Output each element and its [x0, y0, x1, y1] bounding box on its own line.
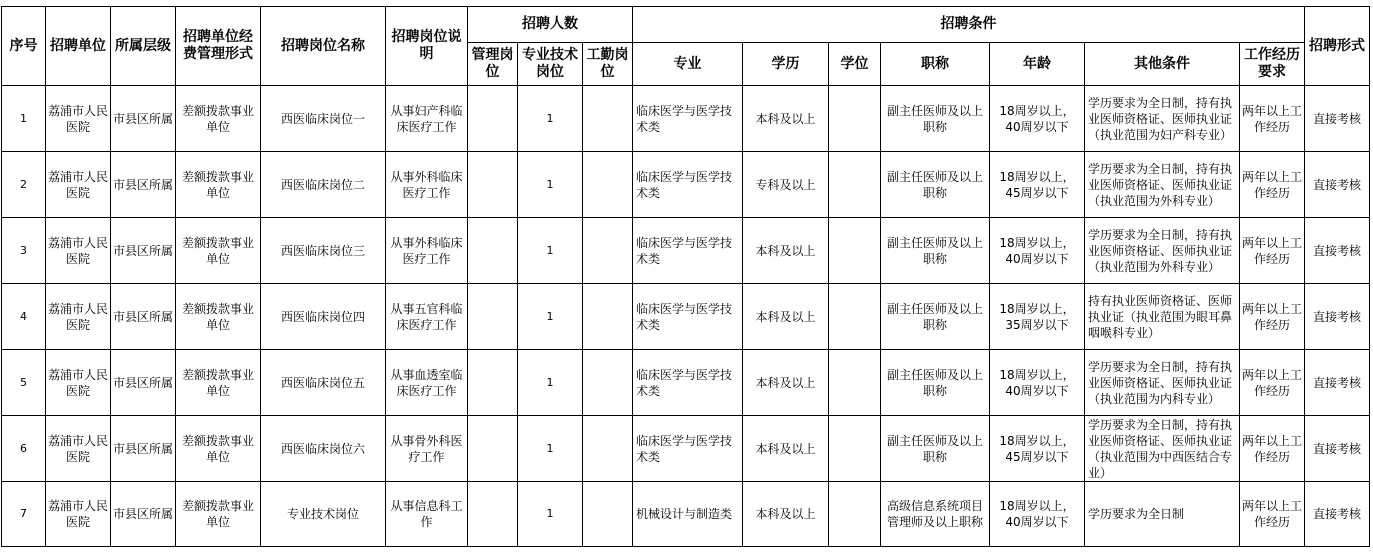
cell-age: 18周岁以上，40周岁以下 [990, 482, 1085, 547]
cell-form: 直接考核 [1305, 218, 1370, 284]
cell-other: 学历要求为全日制，持有执业医师资格证、医师执业证（执业范围为中西医结合专业） [1085, 416, 1240, 482]
cell-count-labor [583, 152, 633, 218]
cell-count-tech: 1 [518, 218, 583, 284]
cell-funding: 差额拨款事业单位 [176, 284, 261, 350]
cell-count-labor [583, 86, 633, 152]
cell-post-desc: 从事五官科临床医疗工作 [386, 284, 468, 350]
cell-funding: 差额拨款事业单位 [176, 86, 261, 152]
cell-seq: 2 [2, 152, 46, 218]
cell-post-name: 专业技术岗位 [261, 482, 386, 547]
cell-experience: 两年以上工作经历 [1240, 482, 1305, 547]
cell-title: 副主任医师及以上职称 [881, 86, 990, 152]
header-experience: 工作经历要求 [1240, 43, 1305, 86]
cell-degree [829, 350, 881, 416]
cell-degree [829, 482, 881, 547]
header-title: 职称 [881, 43, 990, 86]
cell-unit: 荔浦市人民医院 [46, 86, 111, 152]
cell-age: 18周岁以上，35周岁以下 [990, 284, 1085, 350]
cell-level: 市县区所属 [111, 152, 176, 218]
cell-seq: 5 [2, 350, 46, 416]
cell-age: 18周岁以上，40周岁以下 [990, 218, 1085, 284]
table-row [2, 152, 1370, 218]
cell-age: 18周岁以上，45周岁以下 [990, 416, 1085, 482]
cell-level: 市县区所属 [111, 482, 176, 547]
cell-count-labor [583, 218, 633, 284]
cell-other: 学历要求为全日制，持有执业医师资格证、医师执业证（执业范围为外科专业） [1085, 152, 1240, 218]
cell-count-mgmt [468, 350, 518, 416]
cell-count-tech: 1 [518, 86, 583, 152]
cell-funding: 差额拨款事业单位 [176, 218, 261, 284]
cell-degree [829, 152, 881, 218]
cell-count-tech: 1 [518, 482, 583, 547]
table-row [2, 284, 1370, 350]
header-form: 招聘形式 [1305, 7, 1370, 86]
cell-form: 直接考核 [1305, 152, 1370, 218]
cell-post-name: 西医临床岗位二 [261, 152, 386, 218]
cell-unit: 荔浦市人民医院 [46, 482, 111, 547]
cell-age: 18周岁以上，40周岁以下 [990, 350, 1085, 416]
header-other: 其他条件 [1085, 43, 1240, 86]
cell-unit: 荔浦市人民医院 [46, 350, 111, 416]
header-level: 所属层级 [111, 7, 176, 86]
header-seq: 序号 [2, 7, 46, 86]
cell-post-desc: 从事外科临床医疗工作 [386, 218, 468, 284]
cell-seq: 1 [2, 86, 46, 152]
cell-experience: 两年以上工作经历 [1240, 416, 1305, 482]
cell-unit: 荔浦市人民医院 [46, 284, 111, 350]
header-post-name: 招聘岗位名称 [261, 7, 386, 86]
cell-form: 直接考核 [1305, 350, 1370, 416]
cell-degree [829, 416, 881, 482]
cell-education: 本科及以上 [743, 416, 829, 482]
cell-major: 临床医学与医学技术类 [633, 152, 743, 218]
table-row [2, 416, 1370, 482]
cell-education: 专科及以上 [743, 152, 829, 218]
header-counts-group: 招聘人数 [468, 7, 633, 43]
cell-major: 临床医学与医学技术类 [633, 416, 743, 482]
cell-education: 本科及以上 [743, 284, 829, 350]
cell-experience: 两年以上工作经历 [1240, 152, 1305, 218]
cell-count-mgmt [468, 416, 518, 482]
cell-experience: 两年以上工作经历 [1240, 284, 1305, 350]
cell-count-labor [583, 284, 633, 350]
cell-experience: 两年以上工作经历 [1240, 218, 1305, 284]
cell-education: 本科及以上 [743, 350, 829, 416]
cell-seq: 4 [2, 284, 46, 350]
cell-post-name: 西医临床岗位六 [261, 416, 386, 482]
cell-experience: 两年以上工作经历 [1240, 86, 1305, 152]
sheet-bottom-edge [0, 548, 1373, 552]
cell-other: 学历要求为全日制，持有执业医师资格证、医师执业证（执业范围为外科专业） [1085, 218, 1240, 284]
cell-funding: 差额拨款事业单位 [176, 482, 261, 547]
cell-count-mgmt [468, 86, 518, 152]
cell-title: 副主任医师及以上职称 [881, 218, 990, 284]
header-conditions-group: 招聘条件 [633, 7, 1305, 43]
header-count-mgmt: 管理岗位 [468, 43, 518, 86]
cell-major: 临床医学与医学技术类 [633, 218, 743, 284]
header-education: 学历 [743, 43, 829, 86]
cell-level: 市县区所属 [111, 350, 176, 416]
cell-age: 18周岁以上，40周岁以下 [990, 86, 1085, 152]
cell-count-mgmt [468, 482, 518, 547]
cell-count-tech: 1 [518, 284, 583, 350]
cell-form: 直接考核 [1305, 86, 1370, 152]
header-major: 专业 [633, 43, 743, 86]
cell-count-labor [583, 350, 633, 416]
cell-funding: 差额拨款事业单位 [176, 152, 261, 218]
cell-level: 市县区所属 [111, 86, 176, 152]
cell-title: 副主任医师及以上职称 [881, 350, 990, 416]
cell-education: 本科及以上 [743, 218, 829, 284]
cell-post-name: 西医临床岗位一 [261, 86, 386, 152]
header-post-desc: 招聘岗位说明 [386, 7, 468, 86]
cell-education: 本科及以上 [743, 86, 829, 152]
cell-age: 18周岁以上，45周岁以下 [990, 152, 1085, 218]
cell-level: 市县区所属 [111, 284, 176, 350]
cell-unit: 荔浦市人民医院 [46, 218, 111, 284]
cell-other: 学历要求为全日制，持有执业医师资格证、医师执业证（执业范围为妇产科专业） [1085, 86, 1240, 152]
cell-form: 直接考核 [1305, 482, 1370, 547]
cell-count-tech: 1 [518, 152, 583, 218]
cell-count-tech: 1 [518, 416, 583, 482]
cell-degree [829, 284, 881, 350]
cell-form: 直接考核 [1305, 416, 1370, 482]
cell-count-mgmt [468, 284, 518, 350]
header-unit: 招聘单位 [46, 7, 111, 86]
cell-title: 副主任医师及以上职称 [881, 416, 990, 482]
cell-level: 市县区所属 [111, 416, 176, 482]
cell-major: 机械设计与制造类 [633, 482, 743, 547]
cell-major: 临床医学与医学技术类 [633, 86, 743, 152]
cell-major: 临床医学与医学技术类 [633, 284, 743, 350]
table-row [2, 482, 1370, 547]
cell-unit: 荔浦市人民医院 [46, 416, 111, 482]
cell-title: 副主任医师及以上职称 [881, 152, 990, 218]
cell-count-labor [583, 482, 633, 547]
header-funding: 招聘单位经费管理形式 [176, 7, 261, 86]
cell-experience: 两年以上工作经历 [1240, 350, 1305, 416]
table-row [2, 86, 1370, 152]
cell-count-labor [583, 416, 633, 482]
cell-education: 本科及以上 [743, 482, 829, 547]
cell-funding: 差额拨款事业单位 [176, 350, 261, 416]
cell-seq: 6 [2, 416, 46, 482]
cell-form: 直接考核 [1305, 284, 1370, 350]
header-count-labor: 工勤岗位 [583, 43, 633, 86]
cell-title: 副主任医师及以上职称 [881, 284, 990, 350]
cell-seq: 7 [2, 482, 46, 547]
cell-funding: 差额拨款事业单位 [176, 416, 261, 482]
cell-post-desc: 从事妇产科临床医疗工作 [386, 86, 468, 152]
cell-other: 学历要求为全日制 [1085, 482, 1240, 547]
cell-other: 持有执业医师资格证、医师执业证（执业范围为眼耳鼻咽喉科专业） [1085, 284, 1240, 350]
cell-count-tech: 1 [518, 350, 583, 416]
cell-other: 学历要求为全日制，持有执业医师资格证、医师执业证（执业范围为内科专业） [1085, 350, 1240, 416]
cell-level: 市县区所属 [111, 218, 176, 284]
cell-major: 临床医学与医学技术类 [633, 350, 743, 416]
table-row [2, 350, 1370, 416]
table-row [2, 218, 1370, 284]
cell-unit: 荔浦市人民医院 [46, 152, 111, 218]
cell-seq: 3 [2, 218, 46, 284]
header-age: 年龄 [990, 43, 1085, 86]
header-count-tech: 专业技术岗位 [518, 43, 583, 86]
cell-count-mgmt [468, 152, 518, 218]
cell-post-desc: 从事信息科工作 [386, 482, 468, 547]
cell-count-mgmt [468, 218, 518, 284]
cell-post-desc: 从事血透室临床医疗工作 [386, 350, 468, 416]
cell-post-desc: 从事骨外科医疗工作 [386, 416, 468, 482]
cell-title: 高级信息系统项目管理师及以上职称 [881, 482, 990, 547]
cell-degree [829, 218, 881, 284]
header-degree: 学位 [829, 43, 881, 86]
cell-post-name: 西医临床岗位三 [261, 218, 386, 284]
cell-degree [829, 86, 881, 152]
recruitment-table [1, 6, 1370, 547]
cell-post-desc: 从事外科临床医疗工作 [386, 152, 468, 218]
cell-post-name: 西医临床岗位四 [261, 284, 386, 350]
cell-post-name: 西医临床岗位五 [261, 350, 386, 416]
